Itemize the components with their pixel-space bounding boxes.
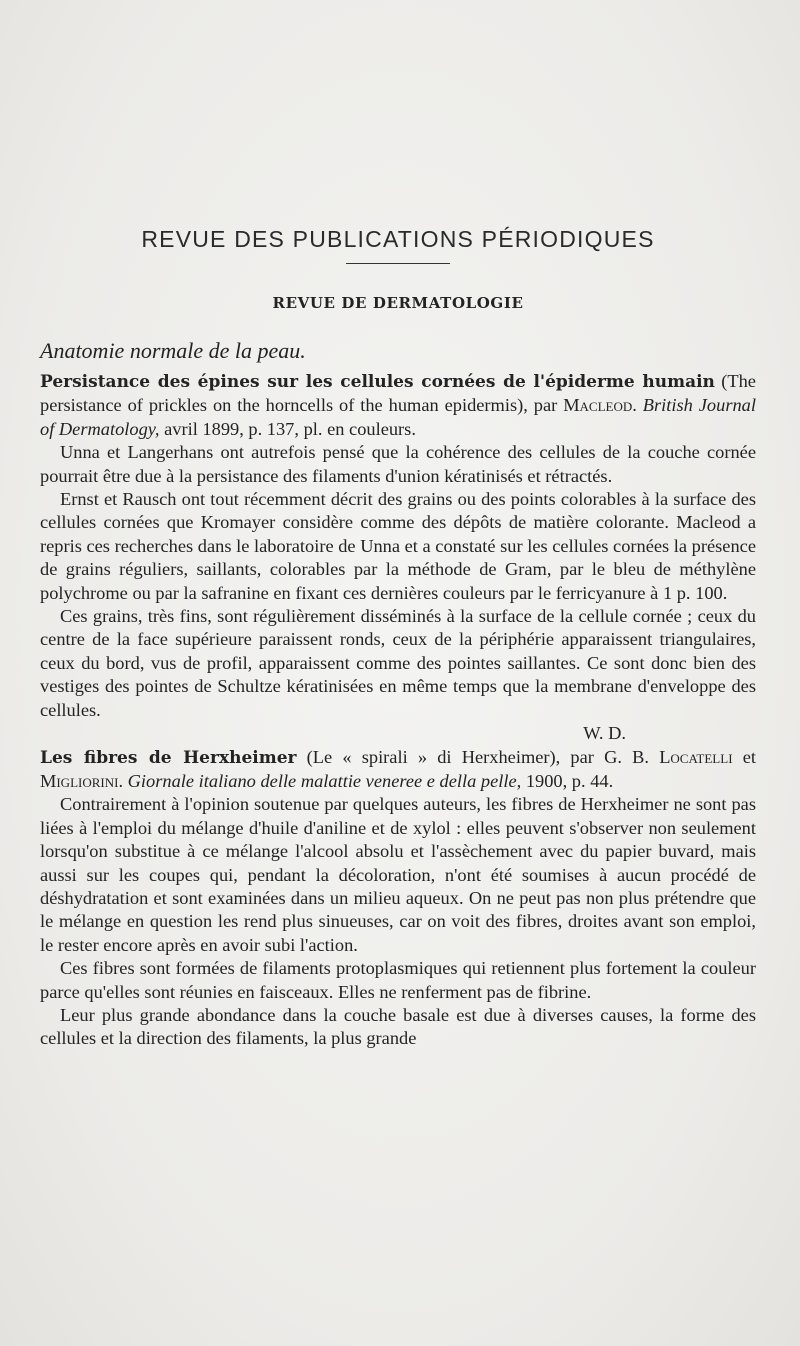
article-1-signature: W. D. bbox=[583, 723, 626, 744]
article-2-paragraph: Leur plus grande abondance dans la couche basale est due à diverses causes, la forme des cellules et la direction des filaments, la plus grande bbox=[40, 1004, 756, 1049]
section-title: REVUE DE DERMATOLOGIE bbox=[272, 294, 524, 312]
article-2-paragraph: Contrairement à l'opinion soutenue par quelques auteurs, les fibres de Herxheimer ne sont pas liées à l'emploi du mélange d'huile d'aniline et de xylol : elles peuvent s'observer non seulement lorsqu'on substitue à ce mélange l'alcool absolu et l'assèchement avec du papier buvard, mais aussi sur les coupes qui, pendant la décoloration, n'ont été soumises à aucun procédé de déshydratation et sont examinées dans un milieu aqueux. On ne peut pas non plus prétendre que le mélange en question les rend plus sinueuses, car on voit des fibres, droites avant son emploi, le rester encore après en avoir subi l'action. bbox=[40, 794, 756, 955]
signature-row bbox=[40, 722, 756, 745]
article-1-paragraph-last bbox=[40, 605, 756, 722]
article-2-paragraph: Ces fibres sont formées de filaments protoplasmiques qui retiennent plus fortement la couleur parce qu'elles sont réunies en faisceaux. Elles ne renferment pas de fibrine. bbox=[40, 958, 756, 1002]
article-1-ref: (The persistance of prickles on the horncells of the human epidermis), par bbox=[40, 371, 756, 416]
article-1-ref-end: avril 1899, p. 137, pl. en couleurs. bbox=[159, 418, 416, 439]
article-2-et: et bbox=[732, 746, 756, 767]
subject-heading: Anatomie normale de la peau. bbox=[40, 338, 306, 363]
page-title: REVUE DES PUBLICATIONS PÉRIODIQUES bbox=[141, 226, 655, 252]
page-content bbox=[40, 226, 756, 1051]
article-2-author-2: Migliorini. bbox=[40, 770, 124, 791]
article-1-author: Macleod. bbox=[563, 395, 637, 416]
article-2-journal: Giornale italiano delle malattie veneree e della pelle, bbox=[127, 770, 522, 791]
article-2-title: Les fibres de Herxheimer bbox=[40, 747, 297, 768]
article-2-ref: (Le « spirali » di Herxheimer), par G. B. bbox=[296, 746, 660, 767]
article-2-heading bbox=[40, 746, 756, 794]
article-1-paragraph: Ernst et Rausch ont tout récemment décrit des grains ou des points colorables à la surface des cellules cornées que Kromayer considère comme des dépôts de matière colorante. Macleod a repris ces recherches dans le laboratoire de Unna et a constaté sur les cellules cornées la présence de grains réguliers, saillants, colorables par la méthode de Gram, par le bleu de méthylène polychrome ou par la safranine en fixant ces dernières couleurs par le ferricyanure à 1 p. 100. bbox=[40, 489, 756, 603]
article-2-author-1: Locatelli bbox=[659, 746, 733, 767]
article-1-heading bbox=[40, 370, 756, 441]
article-1-journal: British Journal of Dermatology, bbox=[40, 395, 756, 439]
article-1-paragraph: Unna et Langerhans ont autrefois pensé que la cohérence des cellules de la couche cornée pourrait être due à la persistance des filaments d'union kératinisés et rétractés. bbox=[40, 442, 756, 486]
title-rule bbox=[346, 263, 450, 264]
article-1-title: Persistance des épines sur les cellules cornées de l'épiderme humain bbox=[40, 372, 715, 392]
article-2-ref-end: 1900, p. 44. bbox=[521, 770, 614, 791]
article-1-last-text: Ces grains, très fins, sont régulièrement disséminés à la surface de la cellule cornée ; ceux du centre de la face supérieure paraissent ronds, ceux de la périphérie apparaissent triangulaires, ceux du bord, vus de profil, apparaissent comme des pointes saillantes. Ce sont donc bien des vestiges des pointes de Schultze kératinisées en même temps que la membrane d'enveloppe des cellules. bbox=[40, 606, 756, 720]
